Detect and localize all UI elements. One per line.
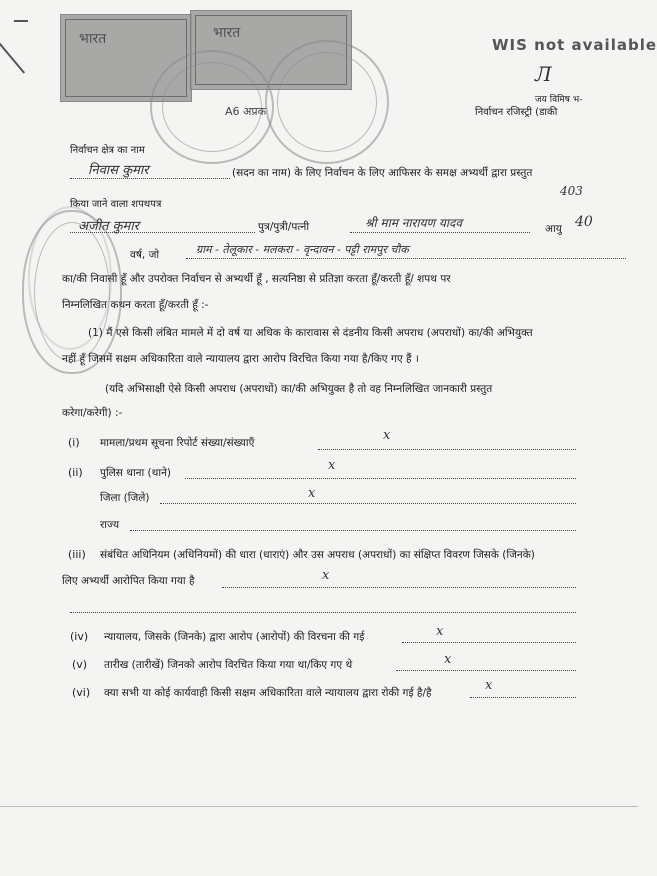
signature-initials: Л: [535, 62, 552, 86]
item-label: तारीख (तारीखें) जिनको आरोप विरचित किया गया था/किए गए थे: [104, 659, 353, 671]
item-mark: x: [328, 458, 336, 473]
item-label: न्यायालय, जिसके (जिनके) द्वारा आरोप (आरोपों) की विरचना की गई: [104, 631, 365, 643]
item-line: [185, 478, 576, 479]
item-line: [396, 670, 576, 671]
stamp-value: A6 अप्रक: [225, 105, 267, 118]
affidavit-title: किया जाने वाला शपथपत्र: [70, 199, 162, 210]
item-line: [130, 530, 576, 531]
scan-edge-mark: [0, 26, 25, 73]
relation-label: पुत्र/पुत्री/पत्नी: [258, 221, 310, 233]
role-label-1: जय विमिष भ-: [535, 95, 583, 105]
relation-line: [350, 232, 530, 233]
notary-seal-lower: [28, 206, 112, 350]
item-mark: x: [322, 568, 330, 583]
item-label: मामला/प्रथम सूचना रिपोर्ट संख्या/संख्याएँ: [100, 437, 255, 449]
constituency-label: निर्वाचन क्षेत्र का नाम: [70, 145, 145, 156]
oath-line-4: निम्नलिखित कथन करता हूँ/करती हूँ :-: [62, 299, 209, 311]
item-num: (iii): [68, 548, 86, 561]
oath-line-3: का/की निवासी हूँ और उपरोक्त निर्वाचन से अभ्यर्थी हूँ , सत्यनिष्ठा से प्रतिज्ञा करता हूँ/करती हूँ/ शपथ पर: [62, 273, 451, 285]
age-value: 40: [575, 214, 593, 230]
item-line: [402, 642, 576, 643]
item-line: [470, 697, 576, 698]
page-bottom-edge: [0, 806, 638, 807]
item-line: [70, 612, 576, 613]
para1-line-2: नहीं हूँ जिसमें सक्षम अधिकारिता वाले न्यायालय द्वारा आरोप विरचित किया गया है/किए गए हैं ।: [62, 353, 419, 365]
address-value: ग्राम - तेलूकार - मलकरा - वृन्दावन - पट्टी रामपुर चौक: [196, 243, 409, 256]
years-label: वर्ष, जो: [130, 249, 160, 261]
item-mark: x: [383, 428, 391, 443]
stamp-paper-1-text: भारत: [79, 31, 107, 47]
item-label: लिए अभ्यर्थी आरोपित किया गया है: [62, 575, 195, 587]
item-line: [222, 587, 576, 588]
item-num: (i): [68, 436, 80, 449]
item-label: राज्य: [100, 519, 120, 531]
address-line: [186, 258, 626, 259]
item-label: क्या सभी या कोई कार्यवाही किसी सक्षम अधिकारिता वाले न्यायालय द्वारा रोकी गई है/है: [104, 687, 432, 699]
para2-line-2: करेगा/करेगी) :-: [62, 407, 123, 419]
item-num: (iv): [70, 630, 89, 643]
item-mark: x: [308, 486, 316, 501]
item-label: संबंधित अधिनियम (अधिनियमों) की धारा (धाराएं) और उस अपराध (अपराधों) का संक्षिप्त विवरण जिसके (जिनके): [100, 549, 535, 561]
not-available-note: WIS not available: [492, 36, 657, 54]
header-handnote: 403: [560, 184, 583, 198]
role-label-2: निर्वाचन रजिस्ट्री (डाकी: [475, 107, 558, 118]
para1-line-1: (1) मैं एसे किसी लंबित मामले में दो वर्ष या अधिक के कारावास से दंडनीय किसी अपराध (अपराधों) का/की अभियुक्त: [88, 327, 533, 339]
relation-value: श्री माम नारायण यादव: [365, 216, 463, 230]
round-seal-top-2: [265, 40, 389, 164]
item-label: जिला (जिले): [100, 492, 150, 504]
scan-edge-mark: [14, 20, 28, 22]
constituency-value: निवास कुमार: [88, 163, 149, 178]
item-mark: x: [485, 678, 493, 693]
item-label: पुलिस थाना (थाने): [100, 467, 172, 479]
item-num: (v): [72, 658, 88, 671]
deponent-name: अजीत कुमार: [78, 219, 139, 234]
item-mark: x: [444, 652, 452, 667]
item-num: (vi): [72, 686, 91, 699]
item-line: [160, 503, 576, 504]
para2-line-1: (यदि अभिसाक्षी ऐसे किसी अपराध (अपराधों) का/की अभियुक्त है तो वह निम्नलिखित जानकारी प्रस्तुत: [105, 383, 493, 395]
item-mark: x: [436, 624, 444, 639]
age-label: आयु: [545, 223, 562, 235]
stamp-paper-2-text: भारत: [213, 25, 241, 41]
constituency-line: [70, 178, 230, 179]
item-num: (ii): [68, 466, 83, 479]
header-text: (सदन का नाम) के लिए निर्वाचन के लिए आफिसर के समक्ष अभ्यर्थी द्वारा प्रस्तुत: [232, 167, 533, 179]
item-line: [318, 449, 576, 450]
